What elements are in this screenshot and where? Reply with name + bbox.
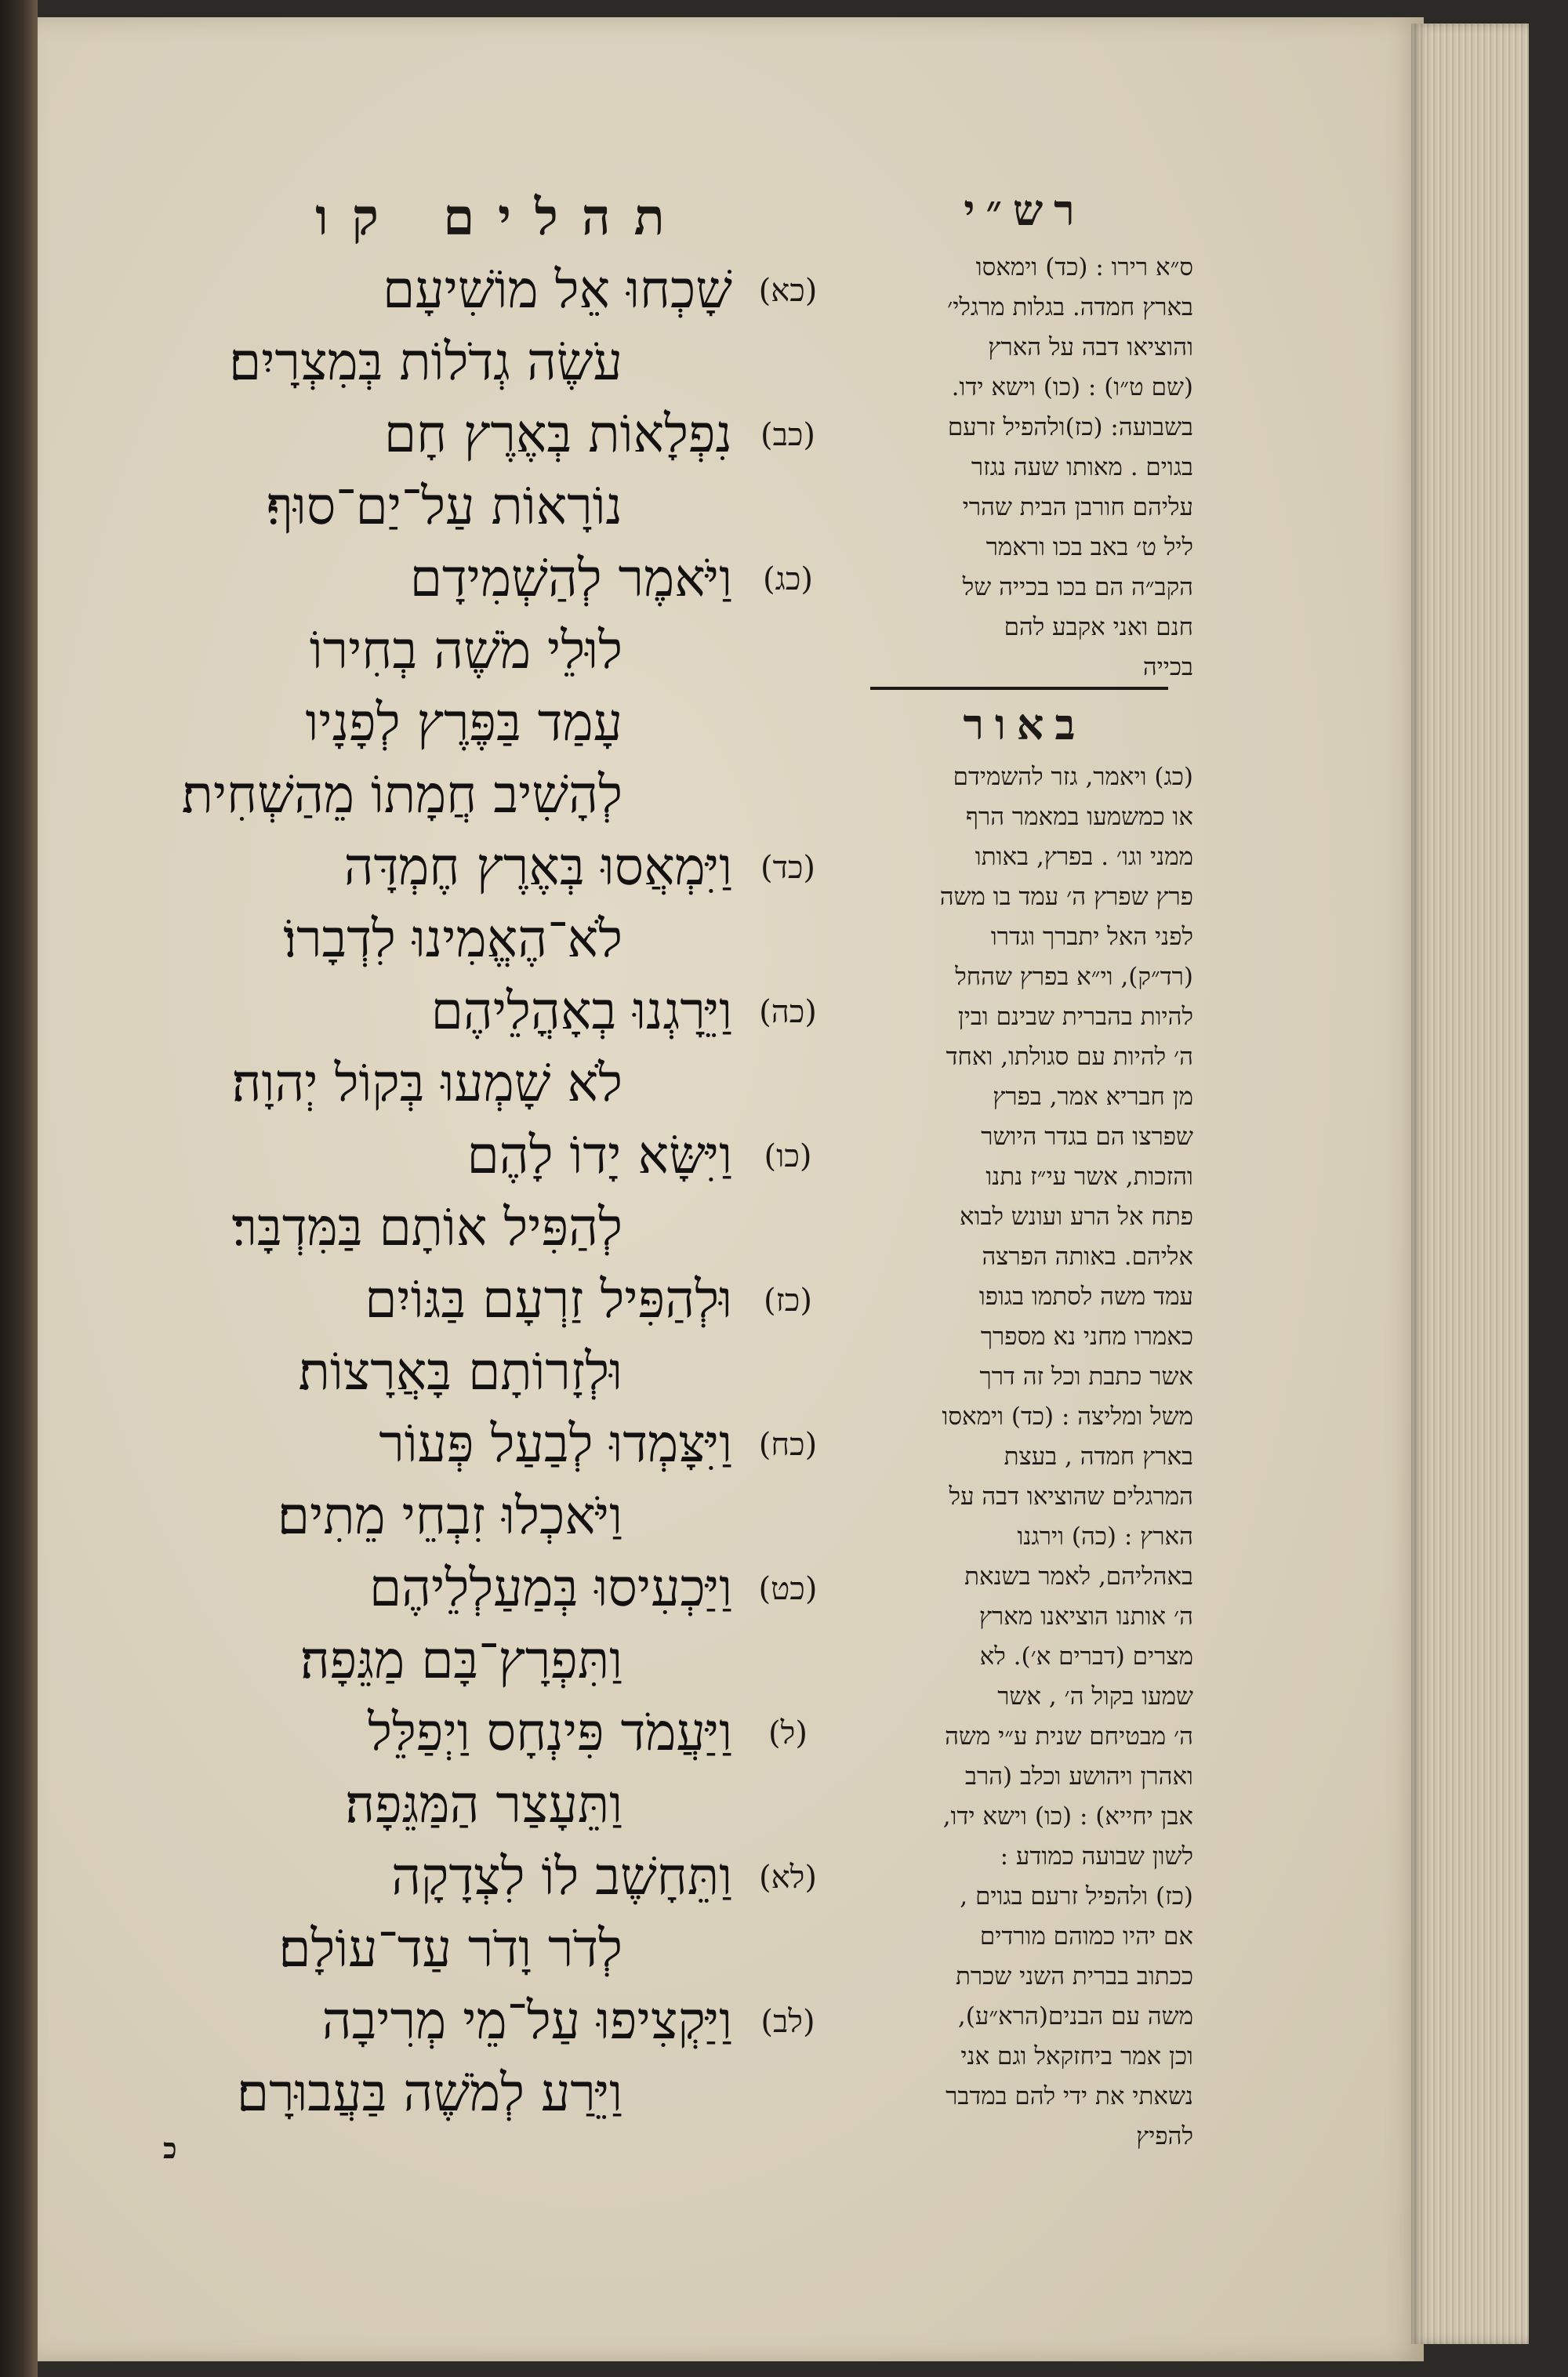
- verse-text: וַיִּשָּׂא יָדוֹ לָהֶם: [466, 1125, 732, 1185]
- verse-number: (כח): [758, 1426, 818, 1463]
- verse-line: [391, 1838, 831, 1916]
- verse-line: [384, 395, 831, 474]
- verse-line: [369, 1549, 831, 1628]
- verse-line: [322, 1982, 831, 2060]
- verse-text: וַיֹּאכְלוּ זִבְחֵי מֵתִים׃: [277, 1486, 622, 1546]
- verse-text: וַתִּפְרָץ־בָּם מַגֵּפָה׃: [299, 1630, 622, 1690]
- verse-text: נוֹרָאוֹת עַל־יַם־סוּף׃: [266, 476, 622, 536]
- rashi-commentary: [856, 185, 1193, 688]
- verse-text: לְהַפִּיל אוֹתָם בַּמִּדְבָּר׃: [231, 1197, 622, 1257]
- verse-number: (ל): [768, 1715, 808, 1751]
- verse-number: (כד): [760, 849, 815, 886]
- verse-number: (כא): [758, 272, 818, 309]
- verse-line: [278, 1477, 721, 1555]
- verse-line: [278, 1910, 721, 1988]
- verse-text: וַתֵּעָצַר הַמַּגֵּפָה׃: [345, 1774, 622, 1834]
- verse-number: (כו): [764, 1138, 812, 1174]
- verse-number: (כה): [759, 993, 817, 1030]
- verse-line: [267, 467, 721, 546]
- verse-line: [379, 1405, 831, 1483]
- verse-line: [410, 539, 831, 618]
- page-edges: [1411, 24, 1529, 2344]
- verse-text: וַיַּקְצִיפוּ עַל־מֵי מְרִיבָה: [321, 1991, 732, 2051]
- verse-line: [232, 1188, 721, 1267]
- verse-text: לֹא־הֶאֱמִינוּ לִדְבָרוֹ׃: [283, 909, 622, 969]
- verse-text: וַיַּעֲמֹד פִּינְחָס וַיְפַלֵּל: [368, 1702, 732, 1762]
- verse-number: (לא): [759, 1859, 817, 1896]
- verse-text: וּלְהַפִּיל זַרְעָם בַּגּוֹיִם: [365, 1269, 732, 1330]
- verse-line: [368, 1693, 831, 1772]
- verse-number: (כב): [760, 416, 816, 453]
- rashi-body: ס״א רירו : (כד) וימאסו בארץ חמדה. בגלות מרגלי׳ והוציאו דבה על הארץ (שם ט״ו) : (כו) וישא ידו. בשבועה: (כז)ולהפיל זרעם בגוים . מאותו שעה נגזר עליהם חורבן הבית שהרי ליל ט׳ באב בכו וראמר הקב״ה הם בכו בכייה של חנם ואני אקבע להם בכייה: [947, 253, 1193, 681]
- verse-text: וּלְזָרוֹתָם בָּאֲרָצוֹת׃: [298, 1341, 622, 1402]
- biur-body: (כג) ויאמר, גזר להשמידם או כמשמעו במאמר הרף ממני וגו׳ . בפרץ, באותו פרץ שפרץ ה׳ עמד בו משה לפני האל יתברך וגדרו (רד״ק), וי״א בפרץ שהחל להיות בהברית שבינם ובין ה׳ להיות עם סגולתו, ואחד מן חבריא אמר, בפרץ שפרצו הם בגדר היושר והזכות, אשר עי״ז נתנו פתח אל הרע ועונש לבוא אליהם. באותה הפרצה עמד משה לסתמו בגופו כאמרו מחני נא מספרך אשר כתבת וכל זה דרך משל ומליצה : (כד) וימאסו בארץ חמדה , בעצת המרגלים שהוציאו דבה על הארץ : (כה) וירגנו באהליהם, לאמר בשנאת ה׳ אותנו הוציאנו מארץ מצרים (דברים א׳). לא שמעו בקול ה׳ , אשר ה׳ מבטיחם שנית ע״י משה ואהרן ויהושע וכלב (הרב אבן יחייא) : (כו) וישא ידו, לשון שבועה כמודע : (כז) ולהפיל זרעם בגוים , אם יהיו כמוהם מורדים ככתוב בברית השני שכרת משה עם הבנים(הרא״ע), וכן אמר ביחזקאל וגם אני נשאתי את ידי להם במדבר להפיץ: [939, 763, 1193, 2150]
- running-head: תהלים קו: [315, 188, 688, 247]
- verse-line: [231, 1044, 721, 1123]
- verse-text: וַיֵּרָגְנוּ בְאָהֳלֵיהֶם: [430, 981, 732, 1041]
- verse-line: [467, 1116, 831, 1195]
- verse-text: לוּלֵי מֹשֶׁה בְחִירוֹ: [309, 620, 622, 680]
- biur-commentary: [856, 699, 1193, 2157]
- verse-text: עָמַד בַּפֶּרֶץ לְפָנָיו: [305, 692, 622, 753]
- verse-line: [182, 756, 721, 834]
- verse-number: (כז): [764, 1282, 812, 1319]
- book-spine: [0, 0, 38, 2377]
- verse-text: וַיִּמְאֲסוּ בְּאֶרֶץ חֶמְדָּה: [343, 836, 732, 897]
- verse-line: [229, 323, 721, 401]
- verse-line: [310, 611, 721, 690]
- verse-number: (לב): [760, 2003, 815, 2040]
- verse-text: וַתֵּחָשֶׁב לוֹ לִצְדָקָה: [391, 1846, 732, 1907]
- verse-text: לְהָשִׁיב חֲמָתוֹ מֵהַשְׁחִית׃: [181, 764, 622, 825]
- verse-line: [300, 1621, 721, 1700]
- verse-line: [283, 900, 721, 978]
- verse-line: [345, 1766, 721, 1844]
- verse-text: לֹא שָׁמְעוּ בְּקוֹל יְהוָה׃: [231, 1053, 622, 1113]
- verse-text: נִפְלָאוֹת בְּאֶרֶץ חָם: [383, 404, 732, 464]
- rashi-heading: רש״י: [964, 185, 1086, 235]
- verse-text: וַיֹּאמֶר לְהַשְׁמִידָם: [409, 548, 732, 608]
- page-signature: כ: [163, 2132, 177, 2165]
- divider-rule: [870, 687, 1168, 690]
- verse-line: [383, 251, 831, 329]
- verse-text: וַיֵּרַע לְמֹשֶׁה בַּעֲבוּרָם׃: [236, 2063, 622, 2123]
- verse-number: (כג): [763, 561, 813, 597]
- verse-number: (כט): [758, 1570, 818, 1607]
- verse-line: [431, 972, 831, 1051]
- biur-heading: באור: [963, 699, 1087, 749]
- verse-line: [365, 1261, 831, 1339]
- verse-line: [237, 2054, 721, 2132]
- verse-text: עֹשֶׂה גְדֹלוֹת בְּמִצְרָיִם׃: [229, 332, 622, 392]
- verse-line: [299, 1333, 721, 1411]
- verse-text: וַיִּצָּמְדוּ לְבַעַל פְּעוֹר: [379, 1413, 732, 1474]
- verse-text: לְדֹר וָדֹר עַד־עוֹלָם׃: [278, 1918, 622, 1979]
- verse-text: שָׁכְחוּ אֵל מוֹשִׁיעָם: [383, 259, 732, 320]
- verse-line: [344, 828, 831, 906]
- verse-text: וַיַּכְעִיסוּ בְּמַעַלְלֵיהֶם: [369, 1558, 732, 1618]
- verse-line: [306, 684, 721, 762]
